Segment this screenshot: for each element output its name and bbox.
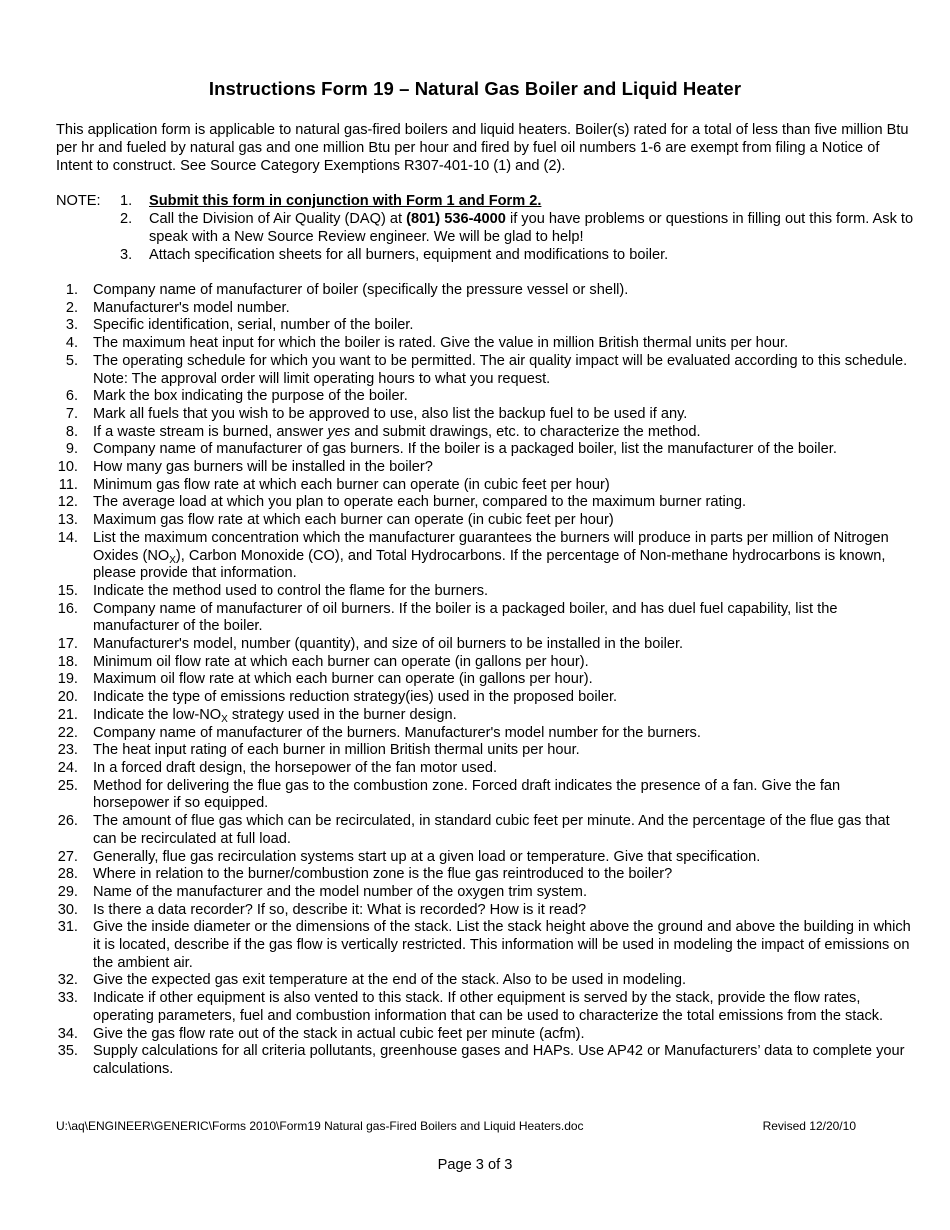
note-number: 3. bbox=[120, 247, 133, 263]
item-text: Name of the manufacturer and the model number of the oxygen trim system. bbox=[93, 883, 587, 900]
note-item-3 bbox=[56, 246, 936, 264]
item-number: 1. bbox=[65, 282, 78, 298]
list-item bbox=[56, 583, 916, 601]
item-number: 27. bbox=[57, 848, 78, 865]
item-text: Minimum gas flow rate at which each burner can operate (in cubic feet per hour) bbox=[93, 476, 610, 493]
page-number: Page 3 of 3 bbox=[437, 1157, 513, 1173]
item-number: 30. bbox=[57, 901, 78, 918]
list-item bbox=[56, 353, 916, 388]
intro-paragraph: This application form is applicable to natural gas-fired boilers and liquid heaters. Boiler(s) rated for a total of less than five million Btu per hr and fueled by natural gas and one million Btu per hour and fired by fuel oil numbers 1-6 are exempt from filing a Notice of Intent to construct. See Source Category Exemptions R307-401-10 (1) and (2). bbox=[56, 122, 909, 174]
list-item bbox=[56, 778, 916, 813]
item-text: Maximum oil flow rate at which each burner can operate (in gallons per hour). bbox=[93, 671, 593, 688]
item-number: 18. bbox=[57, 653, 78, 670]
item-number: 28. bbox=[57, 866, 78, 883]
item-number: 29. bbox=[57, 883, 78, 900]
list-item bbox=[56, 477, 916, 495]
item-number: 4. bbox=[65, 335, 78, 352]
item-text bbox=[93, 707, 457, 723]
item-number: 13. bbox=[57, 512, 78, 529]
list-item bbox=[56, 282, 916, 300]
item-number: 17. bbox=[57, 636, 78, 653]
note-number: 1. bbox=[120, 193, 133, 209]
item-text: The average load at which you plan to operate each burner, compared to the maximum burner rating. bbox=[93, 494, 747, 511]
item-text: The maximum heat input for which the boiler is rated. Give the value in million British thermal units per hour. bbox=[93, 335, 789, 352]
list-item bbox=[56, 424, 916, 442]
item-number: 33. bbox=[57, 990, 78, 1007]
item-text: Where in relation to the burner/combustion zone is the flue gas reintroduced to the boiler? bbox=[93, 866, 673, 883]
note-item-2 bbox=[56, 210, 936, 246]
item-number: 22. bbox=[57, 724, 78, 741]
list-item bbox=[56, 530, 916, 583]
item-number: 32. bbox=[57, 972, 78, 989]
note-label: NOTE: bbox=[56, 193, 101, 209]
list-item bbox=[56, 317, 916, 335]
item-text: Company name of manufacturer of the burners. Manufacturer's model number for the burners. bbox=[93, 724, 701, 741]
item-text: Give the inside diameter or the dimensions of the stack. List the stack height above the ground and above the building in which it is located, describe if the gas flow is vertically restricted. This information will be used in modeling the impact of emissions on the ambient air. bbox=[93, 919, 911, 971]
item-text bbox=[93, 424, 701, 440]
list-item bbox=[56, 742, 916, 760]
revision-date: Revised 12/20/10 bbox=[762, 1119, 856, 1133]
document-file-path: U:\aq\ENGINEER\GENERIC\Forms 2010\Form19 Natural gas-Fired Boilers and Liquid Heaters.doc bbox=[56, 1119, 584, 1133]
daq-phone-number: (801) 536-4000 bbox=[406, 211, 506, 227]
note-item-2-pre: Call the Division of Air Quality (DAQ) at bbox=[149, 211, 407, 227]
item-number: 21. bbox=[57, 706, 78, 723]
item-text: Give the expected gas exit temperature at the end of the stack. Also to be used in modeling. bbox=[93, 972, 687, 989]
item-text-pre: List the maximum concentration which the manufacturer guarantees the burners will produce in parts per million of Nitrogen Oxides (NO bbox=[93, 529, 889, 564]
list-item bbox=[56, 654, 916, 672]
item-text: Indicate the method used to control the flame for the burners. bbox=[93, 582, 489, 599]
item-text: In a forced draft design, the horsepower of the fan motor used. bbox=[93, 759, 498, 776]
item-number: 5. bbox=[65, 352, 78, 369]
item-text: How many gas burners will be installed in the boiler? bbox=[93, 459, 433, 476]
list-item bbox=[56, 494, 916, 512]
list-item bbox=[56, 972, 916, 990]
list-item bbox=[56, 441, 916, 459]
list-item bbox=[56, 1043, 916, 1078]
list-item bbox=[56, 866, 916, 884]
item-number: 16. bbox=[57, 600, 78, 617]
list-item bbox=[56, 849, 916, 867]
item-number: 7. bbox=[65, 405, 78, 422]
item-number: 34. bbox=[57, 1025, 78, 1042]
item-text: Supply calculations for all criteria pollutants, greenhouse gases and HAPs. Use AP42 or Manufacturers’ data to complete your calculations. bbox=[93, 1043, 905, 1077]
item-text: Indicate the type of emissions reduction strategy(ies) used in the proposed boiler. bbox=[93, 689, 618, 706]
list-item bbox=[56, 459, 916, 477]
item-text: Give the gas flow rate out of the stack in actual cubic feet per minute (acfm). bbox=[93, 1025, 585, 1042]
item-number: 3. bbox=[65, 317, 78, 334]
item-number: 15. bbox=[57, 582, 78, 599]
item-number: 9. bbox=[65, 441, 78, 458]
item-text: Company name of manufacturer of oil burners. If the boiler is a packaged boiler, and has duel fuel capability, list the manufacturer of the boiler. bbox=[93, 600, 838, 635]
list-item bbox=[56, 300, 916, 318]
list-item bbox=[56, 707, 916, 725]
item-number: 26. bbox=[57, 813, 78, 830]
item-text-post: and submit drawings, etc. to characterize the method. bbox=[350, 423, 701, 440]
list-item bbox=[56, 884, 916, 902]
note-item-1-text: Submit this form in conjunction with Form 1 and Form 2. bbox=[149, 193, 542, 209]
item-text: Method for delivering the flue gas to the combustion zone. Forced draft indicates the presence of a fan. Give the fan horsepower if so equipped. bbox=[93, 777, 841, 812]
item-text-post: ), Carbon Monoxide (CO), and Total Hydrocarbons. If the percentage of Non-methane hydrocarbons is known, please provide that information. bbox=[93, 547, 886, 582]
item-text: Indicate if other equipment is also vented to this stack. If other equipment is served by the stack, provide the flow rates, operating parameters, fuel and combustion information that can be used to characterize the total emissions from the stack. bbox=[93, 990, 884, 1024]
note-number: 2. bbox=[120, 211, 133, 227]
note-item-2-post: if you have problems or questions in filling out this form. Ask to speak with a New Source Review engineer. We will be glad to help! bbox=[149, 211, 914, 245]
item-text: Maximum gas flow rate at which each burner can operate (in cubic feet per hour) bbox=[93, 512, 614, 529]
item-text bbox=[93, 530, 889, 581]
instruction-list bbox=[56, 282, 916, 1079]
item-number: 23. bbox=[57, 742, 78, 759]
list-item bbox=[56, 671, 916, 689]
item-text: The heat input rating of each burner in million British thermal units per hour. bbox=[93, 742, 580, 759]
list-item bbox=[56, 1026, 916, 1044]
item-number: 8. bbox=[65, 423, 78, 440]
item-text: Mark all fuels that you wish to be approved to use, also list the backup fuel to be used if any. bbox=[93, 405, 688, 422]
item-text: Is there a data recorder? If so, describe it: What is recorded? How is it read? bbox=[93, 901, 587, 918]
item-text: Specific identification, serial, number of the boiler. bbox=[93, 317, 414, 334]
item-text: Company name of manufacturer of gas burners. If the boiler is a packaged boiler, list the manufacturer of the boiler. bbox=[93, 441, 837, 458]
list-item bbox=[56, 725, 916, 743]
item-text: Manufacturer's model, number (quantity), and size of oil burners to be installed in the boiler. bbox=[93, 636, 684, 653]
list-item bbox=[56, 902, 916, 920]
note-item-1 bbox=[56, 192, 936, 210]
list-item bbox=[56, 813, 916, 848]
item-text: Company name of manufacturer of boiler (specifically the pressure vessel or shell). bbox=[93, 282, 629, 298]
list-item bbox=[56, 512, 916, 530]
list-item bbox=[56, 689, 916, 707]
item-number: 25. bbox=[57, 777, 78, 794]
list-item bbox=[56, 335, 916, 353]
item-number: 35. bbox=[57, 1043, 78, 1060]
item-text-subscript: X bbox=[169, 554, 176, 566]
item-text: Mark the box indicating the purpose of the boiler. bbox=[93, 388, 408, 405]
list-item bbox=[56, 406, 916, 424]
item-number: 31. bbox=[57, 919, 78, 936]
list-item bbox=[56, 990, 916, 1025]
item-text-subscript: X bbox=[221, 713, 228, 725]
item-text: Manufacturer's model number. bbox=[93, 299, 290, 316]
item-number: 10. bbox=[57, 459, 78, 476]
item-text-pre: Indicate the low-NO bbox=[93, 706, 222, 723]
item-number: 24. bbox=[57, 759, 78, 776]
list-item bbox=[56, 388, 916, 406]
item-text-post: strategy used in the burner design. bbox=[227, 706, 457, 723]
list-item bbox=[56, 601, 916, 636]
item-number: 19. bbox=[57, 671, 78, 688]
item-number: 11. bbox=[58, 476, 78, 493]
item-text: Generally, flue gas recirculation systems start up at a given load or temperature. Give that specification. bbox=[93, 848, 761, 865]
note-item-3-text: Attach specification sheets for all burners, equipment and modifications to boiler. bbox=[149, 247, 669, 263]
list-item bbox=[56, 919, 916, 972]
item-number: 20. bbox=[57, 689, 78, 706]
item-number: 14. bbox=[57, 529, 78, 546]
item-text: The amount of flue gas which can be recirculated, in standard cubic feet per minute. And the percentage of the flue gas that can be recirculated at full load. bbox=[93, 813, 890, 847]
list-item bbox=[56, 760, 916, 778]
item-number: 2. bbox=[65, 299, 78, 316]
item-text: Minimum oil flow rate at which each burner can operate (in gallons per hour). bbox=[93, 653, 589, 670]
item-number: 12. bbox=[57, 494, 78, 511]
item-text-emphasis: yes bbox=[327, 423, 351, 440]
page-title: Instructions Form 19 – Natural Gas Boiler and Liquid Heater bbox=[208, 78, 742, 99]
item-text-pre: If a waste stream is burned, answer bbox=[93, 423, 328, 440]
item-number: 6. bbox=[65, 388, 78, 405]
note-section bbox=[56, 192, 936, 264]
item-text: The operating schedule for which you want to be permitted. The air quality impact will be evaluated according to this schedule. Note: The approval order will limit operating hours to what you request. bbox=[93, 352, 908, 387]
list-item bbox=[56, 636, 916, 654]
